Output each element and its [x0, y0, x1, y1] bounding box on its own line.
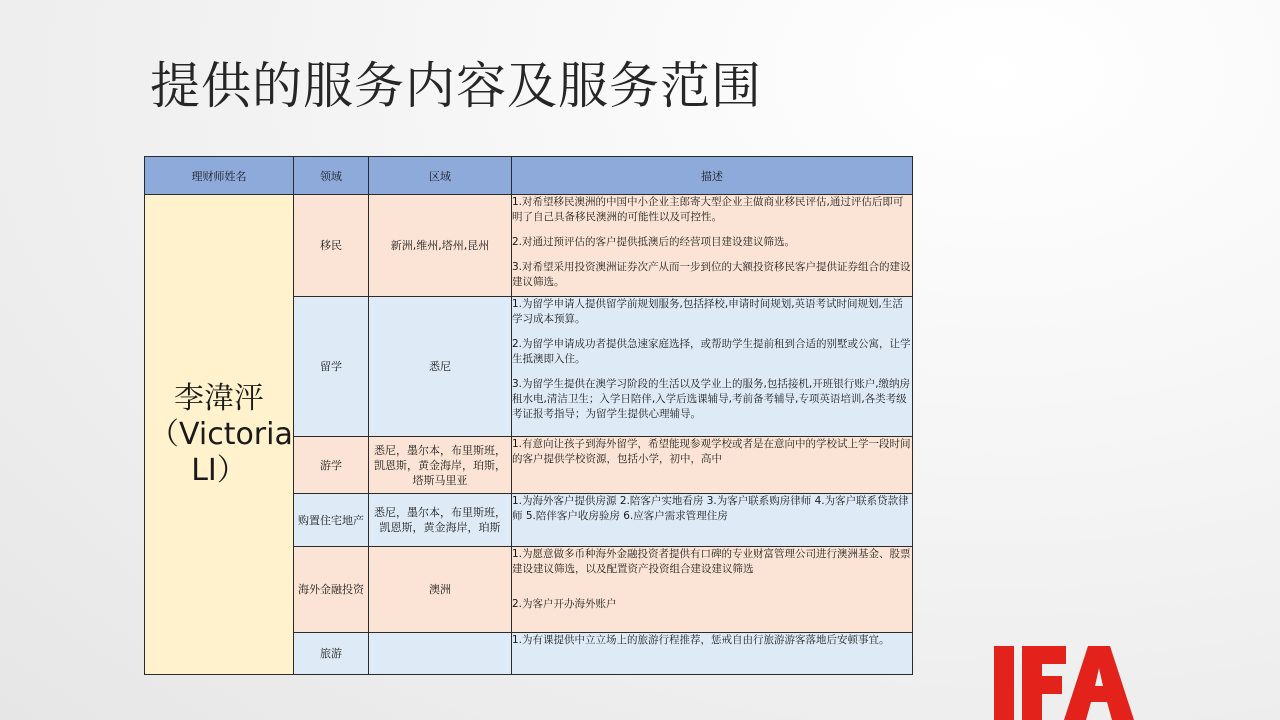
description-item: 2.为留学申请成功者提供急速家庭选择，或帮助学生提前租到合适的别墅或公寓，让学生抵澳即入住。 [512, 338, 911, 365]
description-item: 1.为留学申请人提供留学前规划服务,包括择校,申请时间规划,英语考试时间规划,生活学习成本预算。 [512, 298, 903, 325]
region-cell: 澳洲 [369, 547, 512, 633]
description-item: 1.为愿意做多币种海外金融投资者提供有口碑的专业财富管理公司进行澳洲基金、股票建设建议筛选，以及配置资产投资组合建设建议筛选 [512, 548, 911, 575]
header-description: 描述 [512, 157, 913, 195]
description-item: 2.为客户开办海外账户 [512, 598, 617, 610]
description-item: 1.有意向让孩子到海外留学，希望能现参观学校或者是在意向中的学校试上学一段时间的客户提供学校资源，包括小学，初中，高中 [512, 438, 911, 465]
region-cell: 悉尼，墨尔本，布里斯班，凯恩斯，黄金海岸，珀斯，塔斯马里亚 [369, 437, 512, 494]
description-cell [512, 195, 913, 297]
description-cell [512, 633, 913, 675]
advisor-name-cell [145, 195, 294, 675]
description-item: 3.为留学生提供在澳学习阶段的生活以及学业上的服务,包括接机,开班银行账户,缴纳房租水电,清洁卫生；入学日陪伴,入学后选课辅导,考前备考辅导,专项英语培训,各类考级考证报考指导；为留学生提供心理辅导。 [512, 378, 911, 420]
domain-cell: 购置住宅地产 [294, 494, 369, 547]
logo-letter-f [1022, 646, 1066, 720]
region-cell: 新洲,维州,塔州,昆州 [369, 195, 512, 297]
ifa-logo [994, 644, 1134, 720]
domain-cell: 移民 [294, 195, 369, 297]
domain-cell: 游学 [294, 437, 369, 494]
description-cell [512, 297, 913, 437]
header-region: 区域 [369, 157, 512, 195]
region-cell: 悉尼，墨尔本，布里斯班，凯恩斯，黄金海岸，珀斯 [369, 494, 512, 547]
region-cell: 悉尼 [369, 297, 512, 437]
table-header-row [145, 157, 913, 195]
domain-cell: 旅游 [294, 633, 369, 675]
description-item: 2.对通过预评估的客户提供抵澳后的经营项目建设建议筛选。 [512, 236, 796, 248]
slide-title: 提供的服务内容及服务范围 [150, 57, 762, 115]
region-cell [369, 633, 512, 675]
header-advisor-name: 理财师姓名 [145, 157, 294, 195]
advisor-name-line-3: LI） [191, 452, 247, 488]
description-cell [512, 494, 913, 547]
description-item: 1.对希望移民澳洲的中国中小企业主郎寄大型企业主做商业移民评估,通过评估后即可明了自己具备移民澳洲的可能性以及可控性。 [512, 196, 904, 223]
table-row-immigration [145, 195, 913, 297]
services-table [144, 156, 913, 675]
description-cell [512, 437, 913, 494]
domain-cell: 留学 [294, 297, 369, 437]
description-item: 3.对希望采用投资澳洲证券次产从而一步到位的大额投资移民客户提供证券组合的建设建议筛选。 [512, 261, 911, 288]
advisor-name-line-2: （Victoria [149, 416, 293, 452]
logo-letter-i [994, 646, 1014, 720]
advisor-name-line-1: 李湋泙 [174, 380, 264, 416]
header-domain: 领域 [294, 157, 369, 195]
description-item: 1.为海外客户提供房源 2.陪客户实地看房 3.为客户联系购房律师 4.为客户联系贷款律师 5.陪伴客户收房验房 6.应客户需求管理住房 [512, 495, 909, 522]
description-item: 1.为有课提供中立立场上的旅游行程推荐，惩戒自由行旅游游客落地后安顿事宜。 [512, 634, 890, 646]
domain-cell: 海外金融投资 [294, 547, 369, 633]
logo-letter-a [1064, 646, 1134, 720]
description-cell [512, 547, 913, 633]
